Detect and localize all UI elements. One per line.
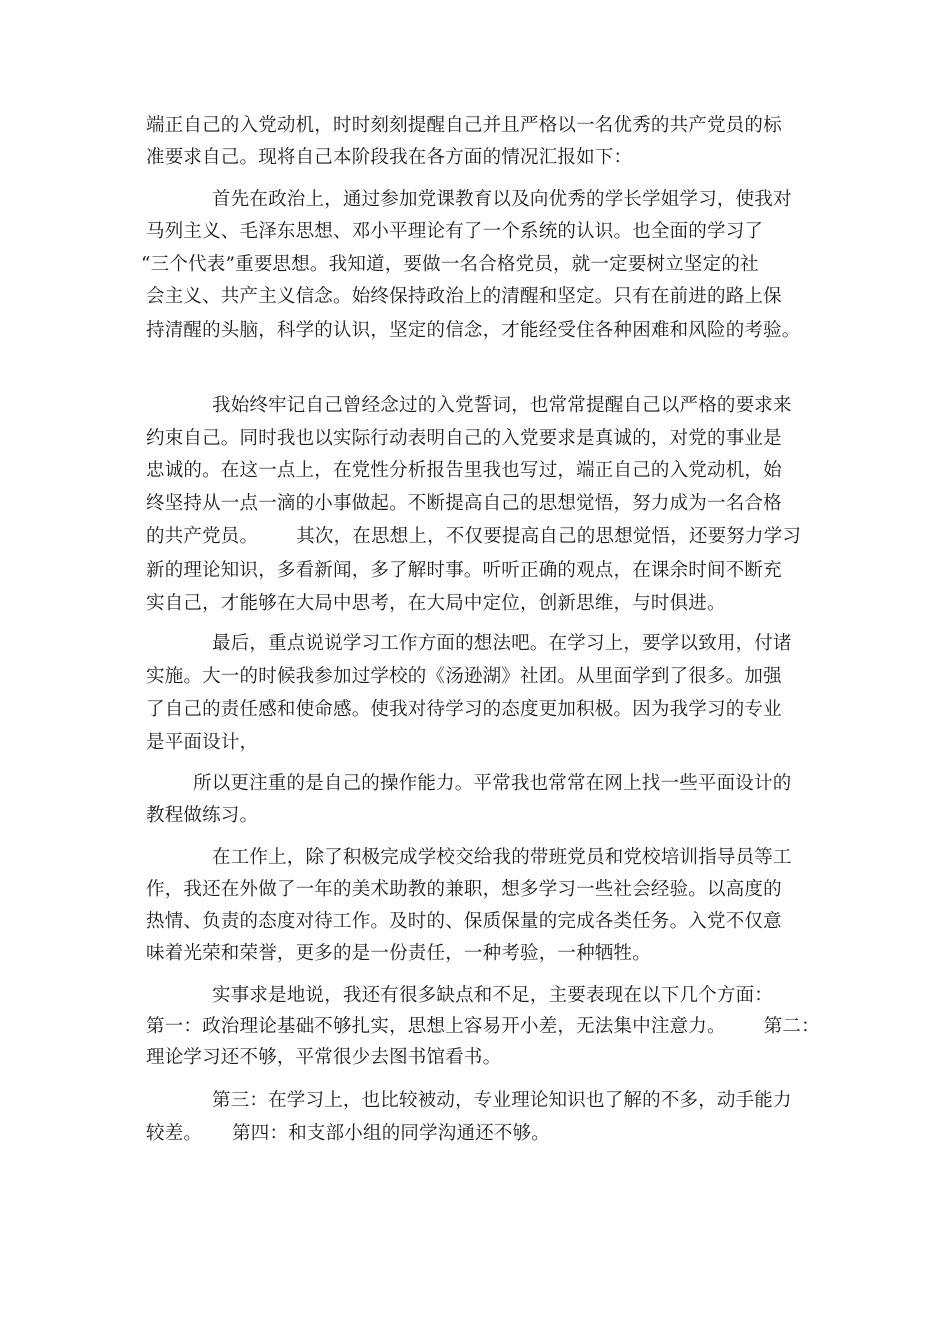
text-line: 实自己，才能够在大局中思考，在大局中定位，创新思维，与时俱进。	[146, 593, 726, 614]
paragraph-shortcomings-start: 实事求是地说，我还有很多缺点和不足，主要表现在以下几个方面：	[212, 985, 774, 1006]
text-line: 准要求自己。现将自己本阶段我在各方面的情况汇报如下：	[146, 147, 633, 168]
text-line: 热情、负责的态度对待工作。及时的、保质保量的完成各类任务。入党不仅意	[146, 911, 782, 932]
text-segment: 第二：	[763, 1016, 820, 1037]
text-line: 了自己的责任感和使命感。使我对待学习的态度更加积极。因为我学习的专业	[146, 699, 782, 720]
paragraph-oath-start: 我始终牢记自己曾经念过的入党誓词，也常常提醒自己以严格的要求来	[212, 395, 792, 416]
text-segment: 第四：和支部小组的同学沟通还不够。	[232, 1123, 551, 1144]
text-line	[146, 1120, 550, 1148]
paragraph-study-start: 最后，重点说说学习工作方面的想法吧。在学习上，要学以致用，付诸	[212, 633, 792, 654]
text-line: 会主义、共产主义信念。始终保持政治上的清醒和坚定。只有在前进的路上保	[146, 286, 782, 307]
text-line: 端正自己的入党动机，时时刻刻提醒自己并且严格以一名优秀的共产党员的标	[146, 115, 782, 136]
text-line: 教程做练习。	[146, 805, 259, 826]
text-line: 马列主义、毛泽东思想、邓小平理论有了一个系统的认识。也全面的学习了	[146, 221, 764, 242]
text-segment: 的共产党员。	[146, 526, 259, 547]
text-line: 味着光荣和荣誉，更多的是一份责任，一种考验，一种牺牲。	[146, 943, 651, 964]
text-line	[146, 523, 801, 551]
text-line: 实施。大一的时候我参加过学校的《汤逊湖》社团。从里面学到了很多。加强	[146, 666, 782, 687]
text-segment: 较差。	[146, 1123, 203, 1144]
paragraph-skill-start: 所以更注重的是自己的操作能力。平常我也常常在网上找一些平面设计的	[193, 773, 792, 794]
paragraph-politics-start: 首先在政治上，通过参加党课教育以及向优秀的学长学姐学习，使我对	[212, 189, 792, 210]
text-line: 约束自己。同时我也以实际行动表明自己的入党要求是真诚的，对党的事业是	[146, 428, 782, 449]
text-line: 持清醒的头脑，科学的认识，坚定的信念，才能经受住各种困难和风险的考验。	[146, 320, 801, 341]
text-line: “三个代表”重要思想。我知道，要做一名合格党员，就一定要树立坚定的社	[141, 254, 759, 275]
text-line: 新的理论知识，多看新闻，多了解时事。听听正确的观点，在课余时间不断充	[146, 560, 782, 581]
text-line: 终坚持从一点一滴的小事做起。不断提高自己的思想觉悟，努力成为一名合格	[146, 493, 782, 514]
text-line: 作，我还在外做了一年的美术助教的兼职，想多学习一些社会经验。以高度的	[146, 879, 782, 900]
text-line: 理论学习还不够，平常很少去图书馆看书。	[146, 1047, 502, 1068]
text-line: 是平面设计，	[146, 732, 259, 753]
paragraph-thought-start: 其次，在思想上，不仅要提高自己的思想觉悟，还要努力学习	[296, 526, 802, 547]
paragraph-third-point: 第三：在学习上，也比较被动，专业理论知识也了解的不多，动手能力	[212, 1090, 792, 1111]
text-line	[146, 1013, 820, 1041]
paragraph-work-start: 在工作上，除了积极完成学校交给我的带班党员和党校培训指导员等工	[212, 847, 792, 868]
text-line: 忠诚的。在这一点上，在党性分析报告里我也写过，端正自己的入党动机，始	[146, 460, 782, 481]
text-segment: 第一：政治理论基础不够扎实，思想上容易开小差，无法集中注意力。	[146, 1016, 726, 1037]
